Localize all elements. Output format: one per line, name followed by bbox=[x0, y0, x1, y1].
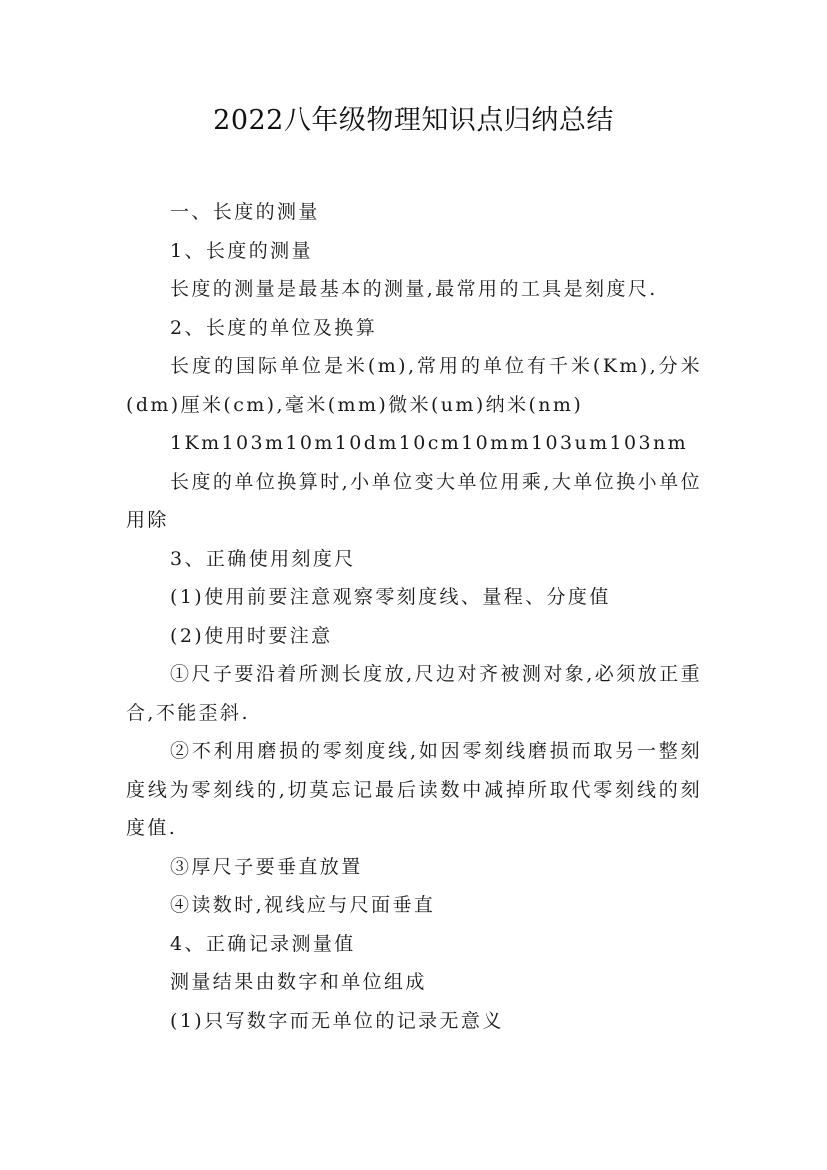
body-paragraph: 测量结果由数字和单位组成 bbox=[170, 971, 427, 993]
list-item: (1)使用前要注意观察零刻度线、量程、分度值 bbox=[170, 586, 611, 608]
document-body bbox=[126, 193, 702, 1040]
subsection-heading: 2、长度的单位及换算 bbox=[170, 316, 378, 339]
body-paragraph: 长度的测量是最基本的测量,最常用的工具是刻度尺. bbox=[170, 278, 658, 300]
list-item: (1)只写数字而无单位的记录无意义 bbox=[170, 1009, 504, 1032]
subsection-heading: 3、正确使用刻度尺 bbox=[170, 547, 356, 570]
list-item: (2)使用时要注意 bbox=[170, 624, 333, 647]
list-item: ②不利用磨损的零刻度线,如因零刻线磨损而取另一整刻度线为零刻线的,切莫忘记最后读数中减掉所取代零刻线的刻度值. bbox=[126, 740, 702, 839]
list-item: ③厚尺子要垂直放置 bbox=[170, 855, 363, 878]
list-item: ④读数时,视线应与尺面垂直 bbox=[170, 894, 436, 916]
document-title: 2022八年级物理知识点归纳总结 bbox=[213, 105, 614, 136]
subsection-heading: 4、正确记录测量值 bbox=[170, 932, 356, 955]
subsection-heading: 1、长度的测量 bbox=[170, 239, 313, 262]
body-paragraph: 长度的单位换算时,小单位变大单位用乘,大单位换小单位用除 bbox=[126, 470, 702, 531]
unit-conversion-line: 1Km103m10m10dm10cm10mm103um103nm bbox=[170, 432, 689, 454]
list-item: ①尺子要沿着所测长度放,尺边对齐被测对象,必须放正重合,不能歪斜. bbox=[126, 663, 702, 724]
section-heading: 一、长度的测量 bbox=[170, 201, 320, 223]
body-paragraph: 长度的国际单位是米(m),常用的单位有千米(Km),分米(dm)厘米(cm),毫米(mm)微米(um)纳米(nm) bbox=[126, 355, 702, 416]
